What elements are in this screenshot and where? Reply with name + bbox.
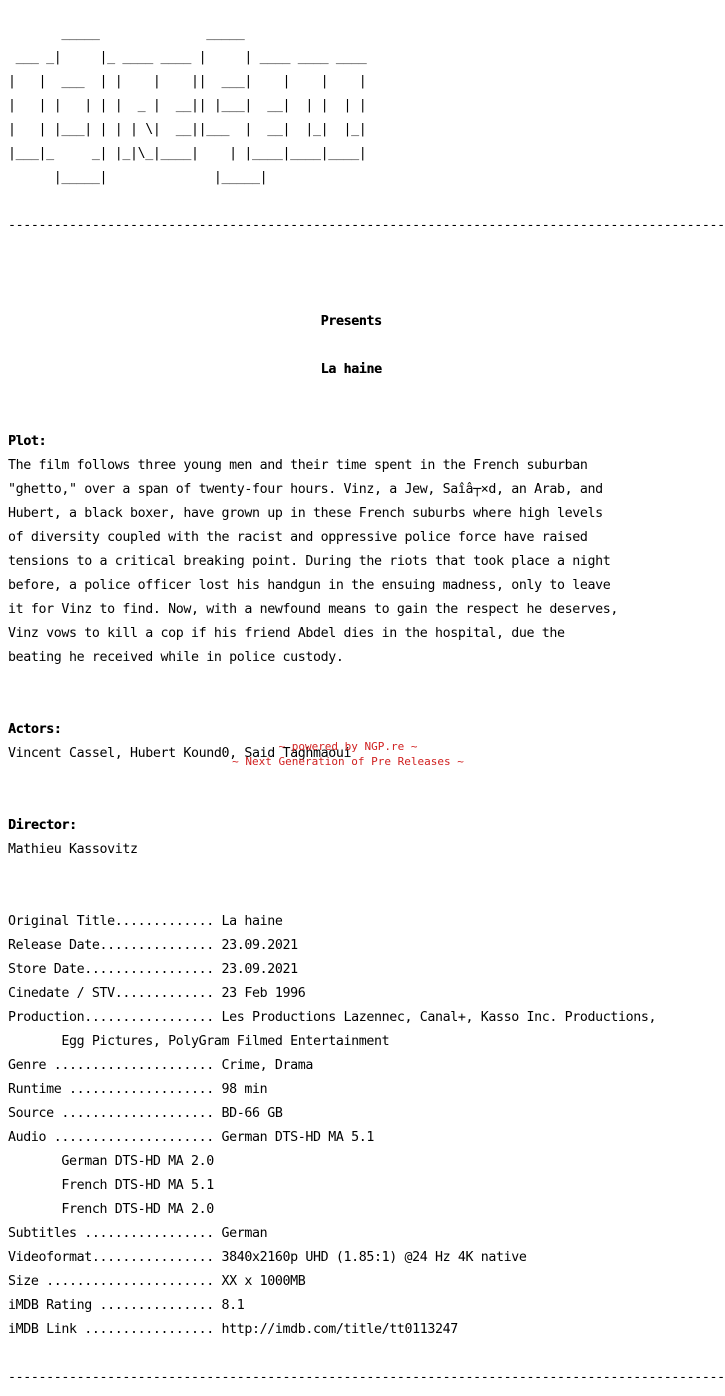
plot-line-3: Hubert, a black boxer, have grown up in these French suburbs where high levels xyxy=(8,506,603,521)
info-genre: Genre ..................... Crime, Drama xyxy=(8,1058,314,1073)
info-original-title: Original Title............. La haine xyxy=(8,914,283,929)
plot-line-6: before, a police officer lost his handgun in the ensuing madness, only to leave xyxy=(8,578,611,593)
nfo-text-block xyxy=(8,4,725,1396)
info-runtime: Runtime ................... 98 min xyxy=(8,1082,268,1097)
blank-line xyxy=(8,892,725,904)
logo-line-2: _____ _____ xyxy=(8,26,245,41)
info-production: Production................. Les Productions Lazennec, Canal+, Kasso Inc. Productions, xyxy=(8,1010,657,1025)
plot-line-7: it for Vinz to find. Now, with a newfound means to gain the respect he deserves, xyxy=(8,602,619,617)
info-production-cont: Egg Pictures, PolyGram Filmed Entertainment xyxy=(8,1034,390,1049)
logo-line-5: | | | | | | _ | __|| |___| __| | | | | xyxy=(8,98,367,113)
actors-label: Actors: xyxy=(8,722,62,737)
blank-line xyxy=(8,268,725,280)
plot-line-5: tensions to a critical breaking point. During the riots that took place a night xyxy=(8,554,611,569)
info-videoformat: Videoformat................ 3840x2160p UHD (1.85:1) @24 Hz 4K native xyxy=(8,1250,527,1265)
info-imdb-rating: iMDB Rating ............... 8.1 xyxy=(8,1298,245,1313)
blank-line xyxy=(8,700,725,712)
logo-line-9 xyxy=(8,196,725,208)
director-value: Mathieu Kassovitz xyxy=(8,842,138,857)
footer-tagline-link[interactable]: ~ Next Generation of Pre Releases ~ xyxy=(232,755,464,768)
info-audio: Audio ..................... German DTS-HD MA 5.1 xyxy=(8,1130,375,1145)
blank-line xyxy=(8,796,725,808)
blank-line xyxy=(8,244,725,256)
plot-label: Plot: xyxy=(8,434,47,449)
plot-line-4: of diversity coupled with the racist and oppressive police force have raised xyxy=(8,530,588,545)
plot-line-1: The film follows three young men and their time spent in the French suburban xyxy=(8,458,588,473)
actors-value: Vincent Cassel, Hubert Kound0, Said Taghmaoui xyxy=(8,746,352,761)
blank-line xyxy=(8,340,725,352)
logo-line-7: |___|_ _| |_|\_|____| | |____|____|____| xyxy=(8,146,367,161)
logo-line-3: ___ _| |_ ____ ____ | | ____ ____ ____ xyxy=(8,50,367,65)
footer-powered-by-link[interactable]: ~ powered by NGP.re ~ xyxy=(278,740,418,753)
blank-line xyxy=(8,676,725,688)
info-size: Size ...................... XX x 1000MB xyxy=(8,1274,306,1289)
separator-top: ---------------------------------------------------------------------------------------------- xyxy=(8,218,725,233)
info-audio-track-3: French DTS-HD MA 5.1 xyxy=(8,1178,214,1193)
blank-line xyxy=(8,388,725,400)
plot-line-9: beating he received while in police custody. xyxy=(8,650,344,665)
logo-line-6: | | |___| | | | \| __||___ | __| |_| |_| xyxy=(8,122,367,137)
logo-line-8: |_____| |_____| xyxy=(8,170,268,185)
info-audio-track-4: French DTS-HD MA 2.0 xyxy=(8,1202,214,1217)
logo-line-1 xyxy=(8,4,725,16)
blank-line xyxy=(8,412,725,424)
director-label: Director: xyxy=(8,818,77,833)
blank-line xyxy=(8,292,725,304)
info-release-date: Release Date............... 23.09.2021 xyxy=(8,938,298,953)
info-audio-track-2: German DTS-HD MA 2.0 xyxy=(8,1154,214,1169)
info-store-date: Store Date................. 23.09.2021 xyxy=(8,962,298,977)
plot-line-8: Vinz vows to kill a cop if his friend Abdel dies in the hospital, due the xyxy=(8,626,565,641)
info-imdb-link: iMDB Link ................. http://imdb.com/title/tt0113247 xyxy=(8,1322,458,1337)
info-cinedate: Cinedate / STV............. 23 Feb 1996 xyxy=(8,986,306,1001)
presents-text: Presents xyxy=(8,314,382,329)
plot-line-2: "ghetto," over a span of twenty-four hours. Vinz, a Jew, Saîâ┬×d, an Arab, and xyxy=(8,482,603,497)
release-title: La haine xyxy=(8,362,382,377)
logo-line-4: | | ___ | | | || ___| | | | xyxy=(8,74,367,89)
blank-line xyxy=(8,772,725,784)
info-subtitles: Subtitles ................. German xyxy=(8,1226,268,1241)
separator-bottom: ---------------------------------------------------------------------------------------------- xyxy=(8,1370,725,1385)
blank-line xyxy=(8,1348,725,1360)
blank-line xyxy=(8,868,725,880)
info-source: Source .................... BD-66 GB xyxy=(8,1106,283,1121)
